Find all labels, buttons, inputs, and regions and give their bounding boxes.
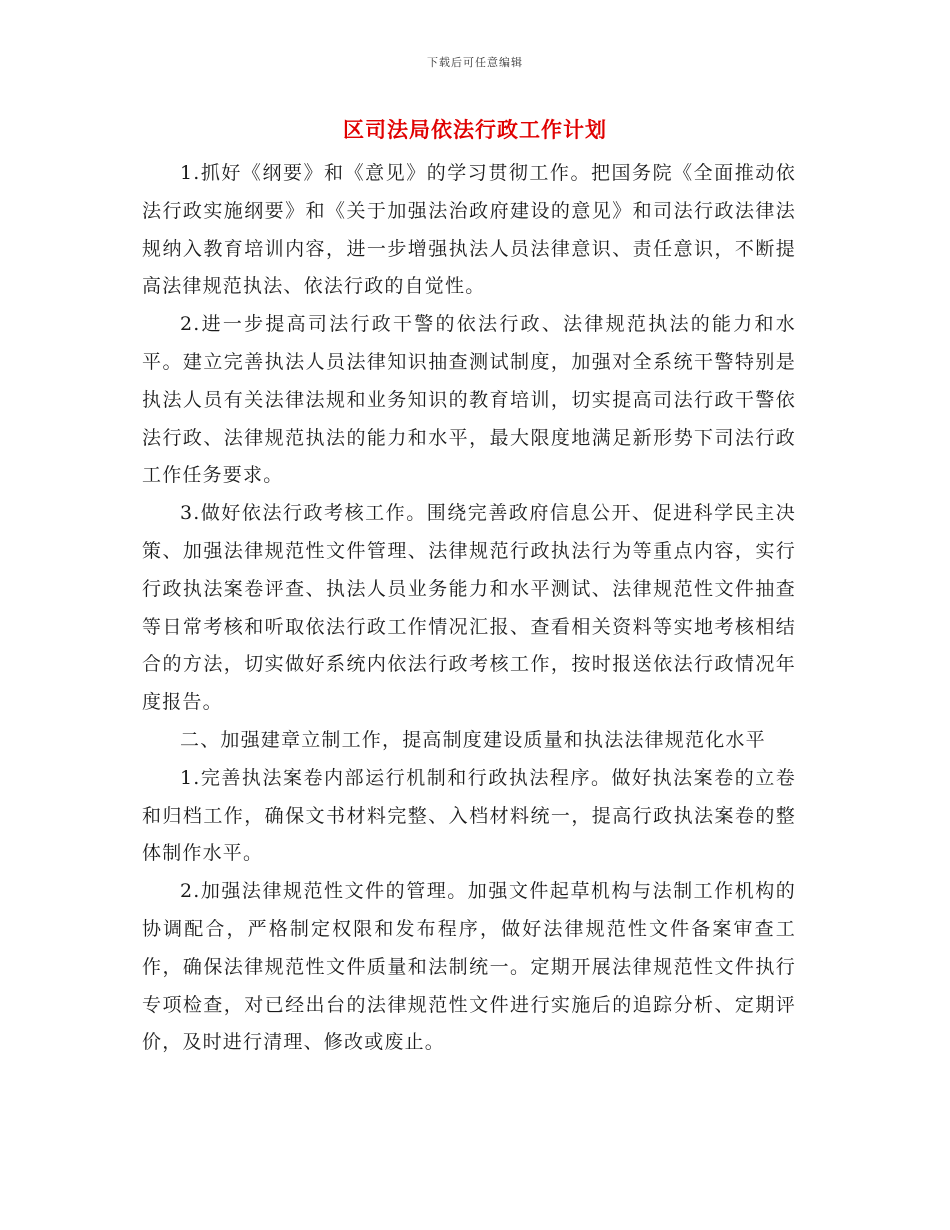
section-heading-2: 二、加强建章立制工作，提高制度建设质量和执法法律规范化水平	[180, 728, 766, 751]
document-body	[142, 155, 796, 1062]
page-header: 下载后可任意编辑	[427, 56, 523, 69]
paragraph-1: 1.抓好《纲要》和《意见》的学习贯彻工作。把国务院《全面推动依法行政实施纲要》和《关于加强法治政府建设的意见》和司法行政法律法规纳入教育培训内容，进一步增强执法人员法律意识、责任意识，不断提高法律规范执法、依法行政的自觉性。	[142, 162, 796, 298]
paragraph-2: 2.进一步提高司法行政干警的依法行政、法律规范执法的能力和水平。建立完善执法人员法律知识抽查测试制度，加强对全系统干警特别是执法人员有关法律法规和业务知识的教育培训，切实提高司法行政干警依法行政、法律规范执法的能力和水平，最大限度地满足新形势下司法行政工作任务要求。	[142, 313, 796, 487]
document-title: 区司法局依法行政工作计划	[343, 117, 607, 142]
paragraph-3: 3.做好依法行政考核工作。围绕完善政府信息公开、促进科学民主决策、加强法律规范性文件管理、法律规范行政执法行为等重点内容，实行行政执法案卷评查、执法人员业务能力和水平测试、法律规范性文件抽查等日常考核和听取依法行政工作情况汇报、查看相关资料等实地考核相结合的方法，切实做好系统内依法行政考核工作，按时报送依法行政情况年度报告。	[142, 502, 796, 714]
paragraph-4: 1.完善执法案卷内部运行机制和行政执法程序。做好执法案卷的立卷和归档工作，确保文书材料完整、入档材料统一，提高行政执法案卷的整体制作水平。	[142, 766, 796, 865]
paragraph-5: 2.加强法律规范性文件的管理。加强文件起草机构与法制工作机构的协调配合，严格制定权限和发布程序，做好法律规范性文件备案审查工作，确保法律规范性文件质量和法制统一。定期开展法律规范性文件执行专项检查，对已经出台的法律规范性文件进行实施后的追踪分析、定期评价，及时进行清理、修改或废止。	[142, 880, 796, 1054]
